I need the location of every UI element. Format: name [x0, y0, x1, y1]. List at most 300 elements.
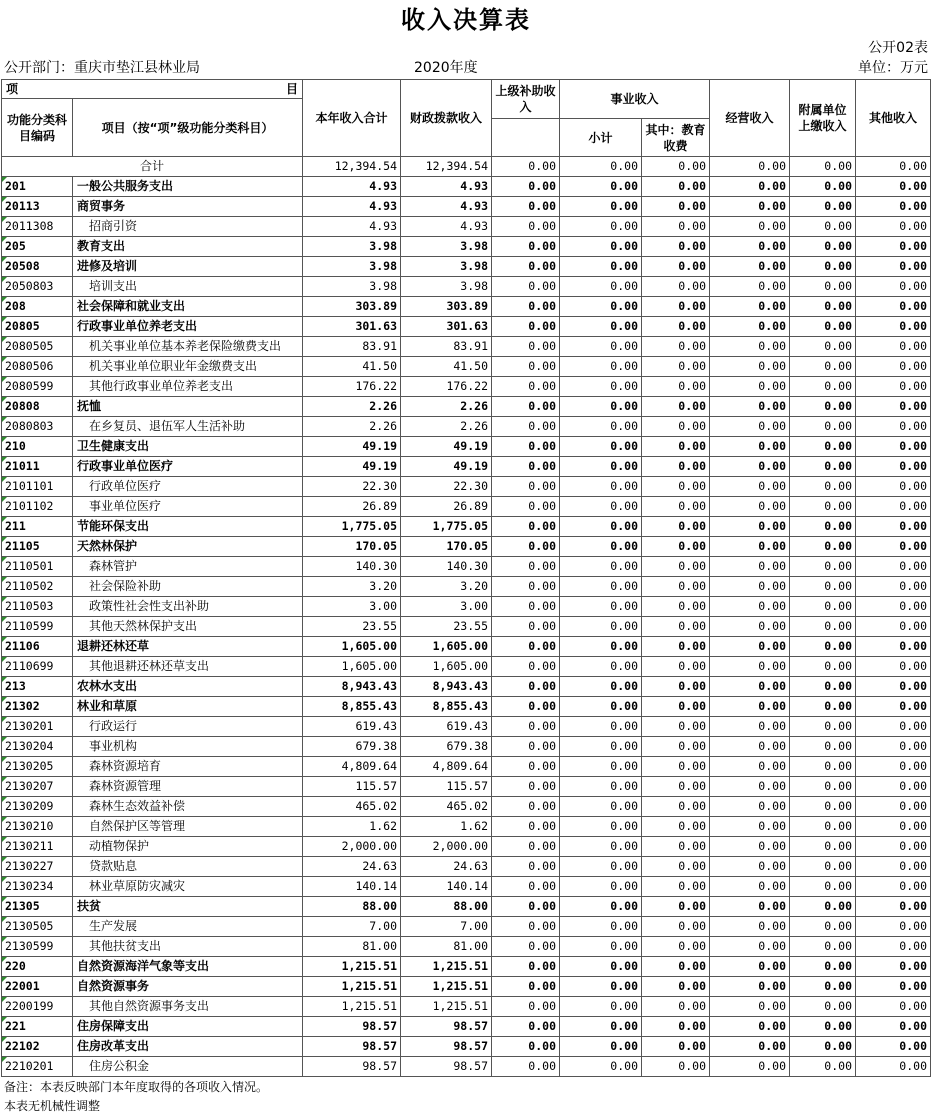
- row-zero-cell: 0.00: [790, 457, 856, 477]
- row-code: 2130209: [2, 797, 73, 817]
- table-row: [2, 177, 931, 197]
- row-zero-cell: 0.00: [642, 577, 710, 597]
- row-name: 农林水支出: [73, 677, 303, 697]
- row-name: 机关事业单位基本养老保险缴费支出: [73, 337, 303, 357]
- table-row: [2, 757, 931, 777]
- table-row: [2, 737, 931, 757]
- header-other: 其他收入: [856, 80, 931, 157]
- row-zero-cell: 0.00: [642, 337, 710, 357]
- row-zero-cell: 0.00: [492, 397, 560, 417]
- row-total: 3.20: [303, 577, 401, 597]
- row-code: 2130201: [2, 717, 73, 737]
- row-zero-cell: 0.00: [560, 377, 642, 397]
- row-zero-cell: 0.00: [492, 537, 560, 557]
- row-zero-cell: 0.00: [790, 537, 856, 557]
- row-zero-cell: 0.00: [560, 177, 642, 197]
- row-total: 26.89: [303, 497, 401, 517]
- row-total: 3.98: [303, 237, 401, 257]
- row-zero-cell: 0.00: [492, 897, 560, 917]
- row-name: 其他扶贫支出: [73, 937, 303, 957]
- row-zero-cell: 0.00: [560, 557, 642, 577]
- row-zero-cell: 0.00: [856, 857, 931, 877]
- row-zero-cell: 0.00: [790, 597, 856, 617]
- meta-row: [0, 58, 932, 78]
- row-zero-cell: 0.00: [710, 237, 790, 257]
- header-edu: 其中：教育收费: [642, 119, 710, 157]
- row-zero-cell: 0.00: [642, 637, 710, 657]
- row-name: 事业机构: [73, 737, 303, 757]
- row-total: 88.00: [303, 897, 401, 917]
- row-zero-cell: 0.00: [856, 657, 931, 677]
- row-zero-cell: 0.00: [642, 297, 710, 317]
- row-zero-cell: 0.00: [642, 797, 710, 817]
- row-zero-cell: 0.00: [710, 357, 790, 377]
- table-row: [2, 557, 931, 577]
- row-code: 22001: [2, 977, 73, 997]
- row-name: 社会保障和就业支出: [73, 297, 303, 317]
- total-cell: 0.00: [642, 157, 710, 177]
- row-fiscal: 88.00: [401, 897, 492, 917]
- row-zero-cell: 0.00: [790, 797, 856, 817]
- row-zero-cell: 0.00: [492, 737, 560, 757]
- row-total: 1,605.00: [303, 657, 401, 677]
- row-name: 事业单位医疗: [73, 497, 303, 517]
- row-code: 2130211: [2, 837, 73, 857]
- row-code: 213: [2, 677, 73, 697]
- row-zero-cell: 0.00: [856, 397, 931, 417]
- row-zero-cell: 0.00: [856, 597, 931, 617]
- row-code: 2050803: [2, 277, 73, 297]
- row-zero-cell: 0.00: [642, 977, 710, 997]
- row-zero-cell: 0.00: [642, 877, 710, 897]
- row-fiscal: 1,215.51: [401, 977, 492, 997]
- row-zero-cell: 0.00: [856, 577, 931, 597]
- total-label: 合计: [2, 157, 303, 177]
- header-business: 事业收入: [560, 80, 710, 119]
- table-row: [2, 897, 931, 917]
- row-name: 卫生健康支出: [73, 437, 303, 457]
- row-zero-cell: 0.00: [560, 817, 642, 837]
- row-zero-cell: 0.00: [856, 837, 931, 857]
- row-code: 22102: [2, 1037, 73, 1057]
- row-zero-cell: 0.00: [642, 217, 710, 237]
- row-zero-cell: 0.00: [492, 257, 560, 277]
- row-name: 扶贫: [73, 897, 303, 917]
- row-total: 23.55: [303, 617, 401, 637]
- row-zero-cell: 0.00: [710, 277, 790, 297]
- row-zero-cell: 0.00: [856, 1017, 931, 1037]
- table-body: [2, 157, 931, 1077]
- row-zero-cell: 0.00: [790, 297, 856, 317]
- row-zero-cell: 0.00: [560, 677, 642, 697]
- row-zero-cell: 0.00: [790, 317, 856, 337]
- row-zero-cell: 0.00: [492, 697, 560, 717]
- table-row: [2, 437, 931, 457]
- table-row: [2, 697, 931, 717]
- row-name: 行政事业单位养老支出: [73, 317, 303, 337]
- row-total: 4.93: [303, 197, 401, 217]
- row-total: 8,943.43: [303, 677, 401, 697]
- row-code: 2080803: [2, 417, 73, 437]
- row-fiscal: 619.43: [401, 717, 492, 737]
- row-total: 303.89: [303, 297, 401, 317]
- row-zero-cell: 0.00: [560, 517, 642, 537]
- row-zero-cell: 0.00: [710, 497, 790, 517]
- table-row: [2, 917, 931, 937]
- row-name: 自然资源海洋气象等支出: [73, 957, 303, 977]
- row-zero-cell: 0.00: [492, 797, 560, 817]
- row-total: 2,000.00: [303, 837, 401, 857]
- row-zero-cell: 0.00: [710, 377, 790, 397]
- row-zero-cell: 0.00: [790, 397, 856, 417]
- row-zero-cell: 0.00: [560, 877, 642, 897]
- row-fiscal: 22.30: [401, 477, 492, 497]
- row-zero-cell: 0.00: [790, 617, 856, 637]
- row-zero-cell: 0.00: [492, 277, 560, 297]
- header-subtotal: 小计: [560, 119, 642, 157]
- table-row: [2, 417, 931, 437]
- row-zero-cell: 0.00: [790, 897, 856, 917]
- row-zero-cell: 0.00: [710, 257, 790, 277]
- row-zero-cell: 0.00: [856, 917, 931, 937]
- row-zero-cell: 0.00: [560, 537, 642, 557]
- row-zero-cell: 0.00: [790, 417, 856, 437]
- row-code: 2200199: [2, 997, 73, 1017]
- row-zero-cell: 0.00: [560, 577, 642, 597]
- row-total: 140.14: [303, 877, 401, 897]
- row-zero-cell: 0.00: [856, 217, 931, 237]
- row-fiscal: 301.63: [401, 317, 492, 337]
- row-fiscal: 41.50: [401, 357, 492, 377]
- row-zero-cell: 0.00: [710, 617, 790, 637]
- row-code: 20805: [2, 317, 73, 337]
- row-zero-cell: 0.00: [710, 657, 790, 677]
- row-total: 98.57: [303, 1057, 401, 1077]
- row-total: 3.98: [303, 277, 401, 297]
- row-zero-cell: 0.00: [642, 917, 710, 937]
- row-zero-cell: 0.00: [492, 457, 560, 477]
- row-zero-cell: 0.00: [856, 757, 931, 777]
- row-zero-cell: 0.00: [710, 537, 790, 557]
- row-zero-cell: 0.00: [492, 637, 560, 657]
- row-zero-cell: 0.00: [790, 637, 856, 657]
- row-fiscal: 3.20: [401, 577, 492, 597]
- row-zero-cell: 0.00: [560, 337, 642, 357]
- row-zero-cell: 0.00: [560, 897, 642, 917]
- row-fiscal: 303.89: [401, 297, 492, 317]
- row-fiscal: 176.22: [401, 377, 492, 397]
- row-zero-cell: 0.00: [642, 737, 710, 757]
- row-zero-cell: 0.00: [642, 537, 710, 557]
- row-name: 贷款贴息: [73, 857, 303, 877]
- row-zero-cell: 0.00: [642, 677, 710, 697]
- row-fiscal: 81.00: [401, 937, 492, 957]
- row-zero-cell: 0.00: [642, 557, 710, 577]
- row-zero-cell: 0.00: [560, 777, 642, 797]
- row-total: 41.50: [303, 357, 401, 377]
- row-name: 天然林保护: [73, 537, 303, 557]
- row-zero-cell: 0.00: [710, 477, 790, 497]
- row-code: 211: [2, 517, 73, 537]
- row-zero-cell: 0.00: [790, 257, 856, 277]
- row-code: 208: [2, 297, 73, 317]
- row-zero-cell: 0.00: [642, 837, 710, 857]
- income-table: [1, 79, 931, 1077]
- row-zero-cell: 0.00: [492, 1017, 560, 1037]
- row-zero-cell: 0.00: [642, 377, 710, 397]
- row-fiscal: 98.57: [401, 1017, 492, 1037]
- row-name: 森林资源培育: [73, 757, 303, 777]
- row-total: 49.19: [303, 437, 401, 457]
- table-row: [2, 457, 931, 477]
- row-fiscal: 24.63: [401, 857, 492, 877]
- row-zero-cell: 0.00: [492, 337, 560, 357]
- table-row: [2, 937, 931, 957]
- row-zero-cell: 0.00: [560, 1037, 642, 1057]
- row-zero-cell: 0.00: [642, 997, 710, 1017]
- row-zero-cell: 0.00: [790, 217, 856, 237]
- row-zero-cell: 0.00: [560, 437, 642, 457]
- row-name: 在乡复员、退伍军人生活补助: [73, 417, 303, 437]
- row-zero-cell: 0.00: [642, 197, 710, 217]
- table-row: [2, 877, 931, 897]
- row-total: 115.57: [303, 777, 401, 797]
- row-name: 招商引资: [73, 217, 303, 237]
- row-code: 21305: [2, 897, 73, 917]
- row-fiscal: 1,215.51: [401, 957, 492, 977]
- row-zero-cell: 0.00: [642, 357, 710, 377]
- row-zero-cell: 0.00: [642, 457, 710, 477]
- row-total: 176.22: [303, 377, 401, 397]
- row-zero-cell: 0.00: [492, 657, 560, 677]
- row-name: 进修及培训: [73, 257, 303, 277]
- table-row: [2, 797, 931, 817]
- department-label: 公开部门：重庆市垫江县林业局: [4, 60, 200, 76]
- row-zero-cell: 0.00: [642, 777, 710, 797]
- header-superior-cont: [492, 119, 560, 157]
- row-total: 1.62: [303, 817, 401, 837]
- row-fiscal: 3.98: [401, 237, 492, 257]
- row-zero-cell: 0.00: [492, 517, 560, 537]
- row-zero-cell: 0.00: [856, 357, 931, 377]
- row-zero-cell: 0.00: [642, 1017, 710, 1037]
- row-zero-cell: 0.00: [642, 237, 710, 257]
- row-zero-cell: 0.00: [856, 257, 931, 277]
- row-zero-cell: 0.00: [790, 237, 856, 257]
- row-zero-cell: 0.00: [492, 857, 560, 877]
- table-row: [2, 597, 931, 617]
- note-line-1: 备注：本表反映部门本年度取得的各项收入情况。: [4, 1080, 269, 1094]
- row-name: 动植物保护: [73, 837, 303, 857]
- row-zero-cell: 0.00: [642, 657, 710, 677]
- row-fiscal: 4,809.64: [401, 757, 492, 777]
- row-zero-cell: 0.00: [856, 477, 931, 497]
- row-zero-cell: 0.00: [856, 377, 931, 397]
- row-code: 2130204: [2, 737, 73, 757]
- row-zero-cell: 0.00: [856, 297, 931, 317]
- table-row: [2, 297, 931, 317]
- row-zero-cell: 0.00: [710, 797, 790, 817]
- row-zero-cell: 0.00: [560, 497, 642, 517]
- row-zero-cell: 0.00: [560, 257, 642, 277]
- total-cell: 0.00: [492, 157, 560, 177]
- row-total: 679.38: [303, 737, 401, 757]
- row-name: 培训支出: [73, 277, 303, 297]
- row-fiscal: 4.93: [401, 217, 492, 237]
- row-name: 社会保险补助: [73, 577, 303, 597]
- header-affiliate: 附属单位上缴收入: [790, 80, 856, 157]
- row-code: 220: [2, 957, 73, 977]
- row-zero-cell: 0.00: [790, 1037, 856, 1057]
- table-row: [2, 617, 931, 637]
- row-zero-cell: 0.00: [560, 917, 642, 937]
- table-row: [2, 377, 931, 397]
- row-total: 7.00: [303, 917, 401, 937]
- row-zero-cell: 0.00: [790, 357, 856, 377]
- row-total: 170.05: [303, 537, 401, 557]
- row-code: 2130234: [2, 877, 73, 897]
- row-zero-cell: 0.00: [642, 697, 710, 717]
- row-name: 自然保护区等管理: [73, 817, 303, 837]
- row-zero-cell: 0.00: [560, 757, 642, 777]
- row-zero-cell: 0.00: [710, 397, 790, 417]
- total-cell: 0.00: [560, 157, 642, 177]
- row-zero-cell: 0.00: [790, 937, 856, 957]
- row-zero-cell: 0.00: [560, 737, 642, 757]
- row-zero-cell: 0.00: [492, 677, 560, 697]
- row-fiscal: 2.26: [401, 397, 492, 417]
- table-row: [2, 997, 931, 1017]
- row-zero-cell: 0.00: [710, 557, 790, 577]
- row-zero-cell: 0.00: [710, 517, 790, 537]
- row-total: 1,215.51: [303, 957, 401, 977]
- row-total: 2.26: [303, 397, 401, 417]
- row-code: 21105: [2, 537, 73, 557]
- row-zero-cell: 0.00: [560, 217, 642, 237]
- row-total: 24.63: [303, 857, 401, 877]
- row-code: 2130505: [2, 917, 73, 937]
- table-row: [2, 337, 931, 357]
- row-zero-cell: 0.00: [642, 717, 710, 737]
- table-row: [2, 577, 931, 597]
- table-row: [2, 397, 931, 417]
- row-zero-cell: 0.00: [790, 857, 856, 877]
- table-row: [2, 517, 931, 537]
- table-row: [2, 1037, 931, 1057]
- row-zero-cell: 0.00: [642, 897, 710, 917]
- row-zero-cell: 0.00: [560, 957, 642, 977]
- row-zero-cell: 0.00: [492, 837, 560, 857]
- row-zero-cell: 0.00: [710, 637, 790, 657]
- row-zero-cell: 0.00: [642, 857, 710, 877]
- total-row: [2, 157, 931, 177]
- row-zero-cell: 0.00: [642, 757, 710, 777]
- row-fiscal: 8,943.43: [401, 677, 492, 697]
- row-zero-cell: 0.00: [560, 937, 642, 957]
- row-zero-cell: 0.00: [492, 617, 560, 637]
- row-zero-cell: 0.00: [492, 1037, 560, 1057]
- row-zero-cell: 0.00: [790, 1017, 856, 1037]
- row-zero-cell: 0.00: [710, 717, 790, 737]
- row-zero-cell: 0.00: [492, 957, 560, 977]
- row-zero-cell: 0.00: [560, 317, 642, 337]
- row-name: 退耕还林还草: [73, 637, 303, 657]
- row-zero-cell: 0.00: [560, 477, 642, 497]
- row-zero-cell: 0.00: [710, 697, 790, 717]
- table-row: [2, 657, 931, 677]
- row-zero-cell: 0.00: [492, 217, 560, 237]
- report-title: 收入决算表: [401, 6, 531, 34]
- row-total: 4.93: [303, 177, 401, 197]
- row-name: 其他行政事业单位养老支出: [73, 377, 303, 397]
- row-fiscal: 49.19: [401, 457, 492, 477]
- row-zero-cell: 0.00: [492, 297, 560, 317]
- row-zero-cell: 0.00: [560, 657, 642, 677]
- row-total: 49.19: [303, 457, 401, 477]
- row-zero-cell: 0.00: [856, 617, 931, 637]
- row-zero-cell: 0.00: [790, 377, 856, 397]
- row-zero-cell: 0.00: [856, 277, 931, 297]
- row-zero-cell: 0.00: [856, 797, 931, 817]
- table-row: [2, 277, 931, 297]
- row-zero-cell: 0.00: [790, 917, 856, 937]
- row-total: 98.57: [303, 1017, 401, 1037]
- row-zero-cell: 0.00: [560, 797, 642, 817]
- row-total: 301.63: [303, 317, 401, 337]
- row-zero-cell: 0.00: [856, 677, 931, 697]
- total-cell: 12,394.54: [401, 157, 492, 177]
- row-zero-cell: 0.00: [710, 337, 790, 357]
- table-row: [2, 197, 931, 217]
- row-zero-cell: 0.00: [710, 857, 790, 877]
- note-line-2: 本表无机械性调整: [4, 1099, 101, 1113]
- row-zero-cell: 0.00: [710, 417, 790, 437]
- row-zero-cell: 0.00: [710, 1037, 790, 1057]
- row-code: 2130227: [2, 857, 73, 877]
- row-zero-cell: 0.00: [642, 257, 710, 277]
- row-zero-cell: 0.00: [642, 437, 710, 457]
- row-name: 政策性社会性支出补助: [73, 597, 303, 617]
- row-name: 森林资源管理: [73, 777, 303, 797]
- table-row: [2, 717, 931, 737]
- row-zero-cell: 0.00: [856, 537, 931, 557]
- row-zero-cell: 0.00: [856, 817, 931, 837]
- row-total: 4,809.64: [303, 757, 401, 777]
- row-zero-cell: 0.00: [856, 937, 931, 957]
- row-zero-cell: 0.00: [560, 637, 642, 657]
- row-fiscal: 23.55: [401, 617, 492, 637]
- row-zero-cell: 0.00: [856, 717, 931, 737]
- row-zero-cell: 0.00: [560, 397, 642, 417]
- table-id: 公开02表: [868, 40, 928, 56]
- row-code: 2130205: [2, 757, 73, 777]
- row-zero-cell: 0.00: [710, 217, 790, 237]
- row-zero-cell: 0.00: [856, 177, 931, 197]
- row-zero-cell: 0.00: [790, 337, 856, 357]
- table-row: [2, 1017, 931, 1037]
- row-zero-cell: 0.00: [710, 1017, 790, 1037]
- row-zero-cell: 0.00: [492, 1057, 560, 1077]
- row-zero-cell: 0.00: [710, 977, 790, 997]
- row-code: 20508: [2, 257, 73, 277]
- row-fiscal: 170.05: [401, 537, 492, 557]
- table-row: [2, 677, 931, 697]
- row-code: 2080599: [2, 377, 73, 397]
- table-row: [2, 777, 931, 797]
- row-name: 其他自然资源事务支出: [73, 997, 303, 1017]
- row-zero-cell: 0.00: [492, 357, 560, 377]
- row-zero-cell: 0.00: [492, 557, 560, 577]
